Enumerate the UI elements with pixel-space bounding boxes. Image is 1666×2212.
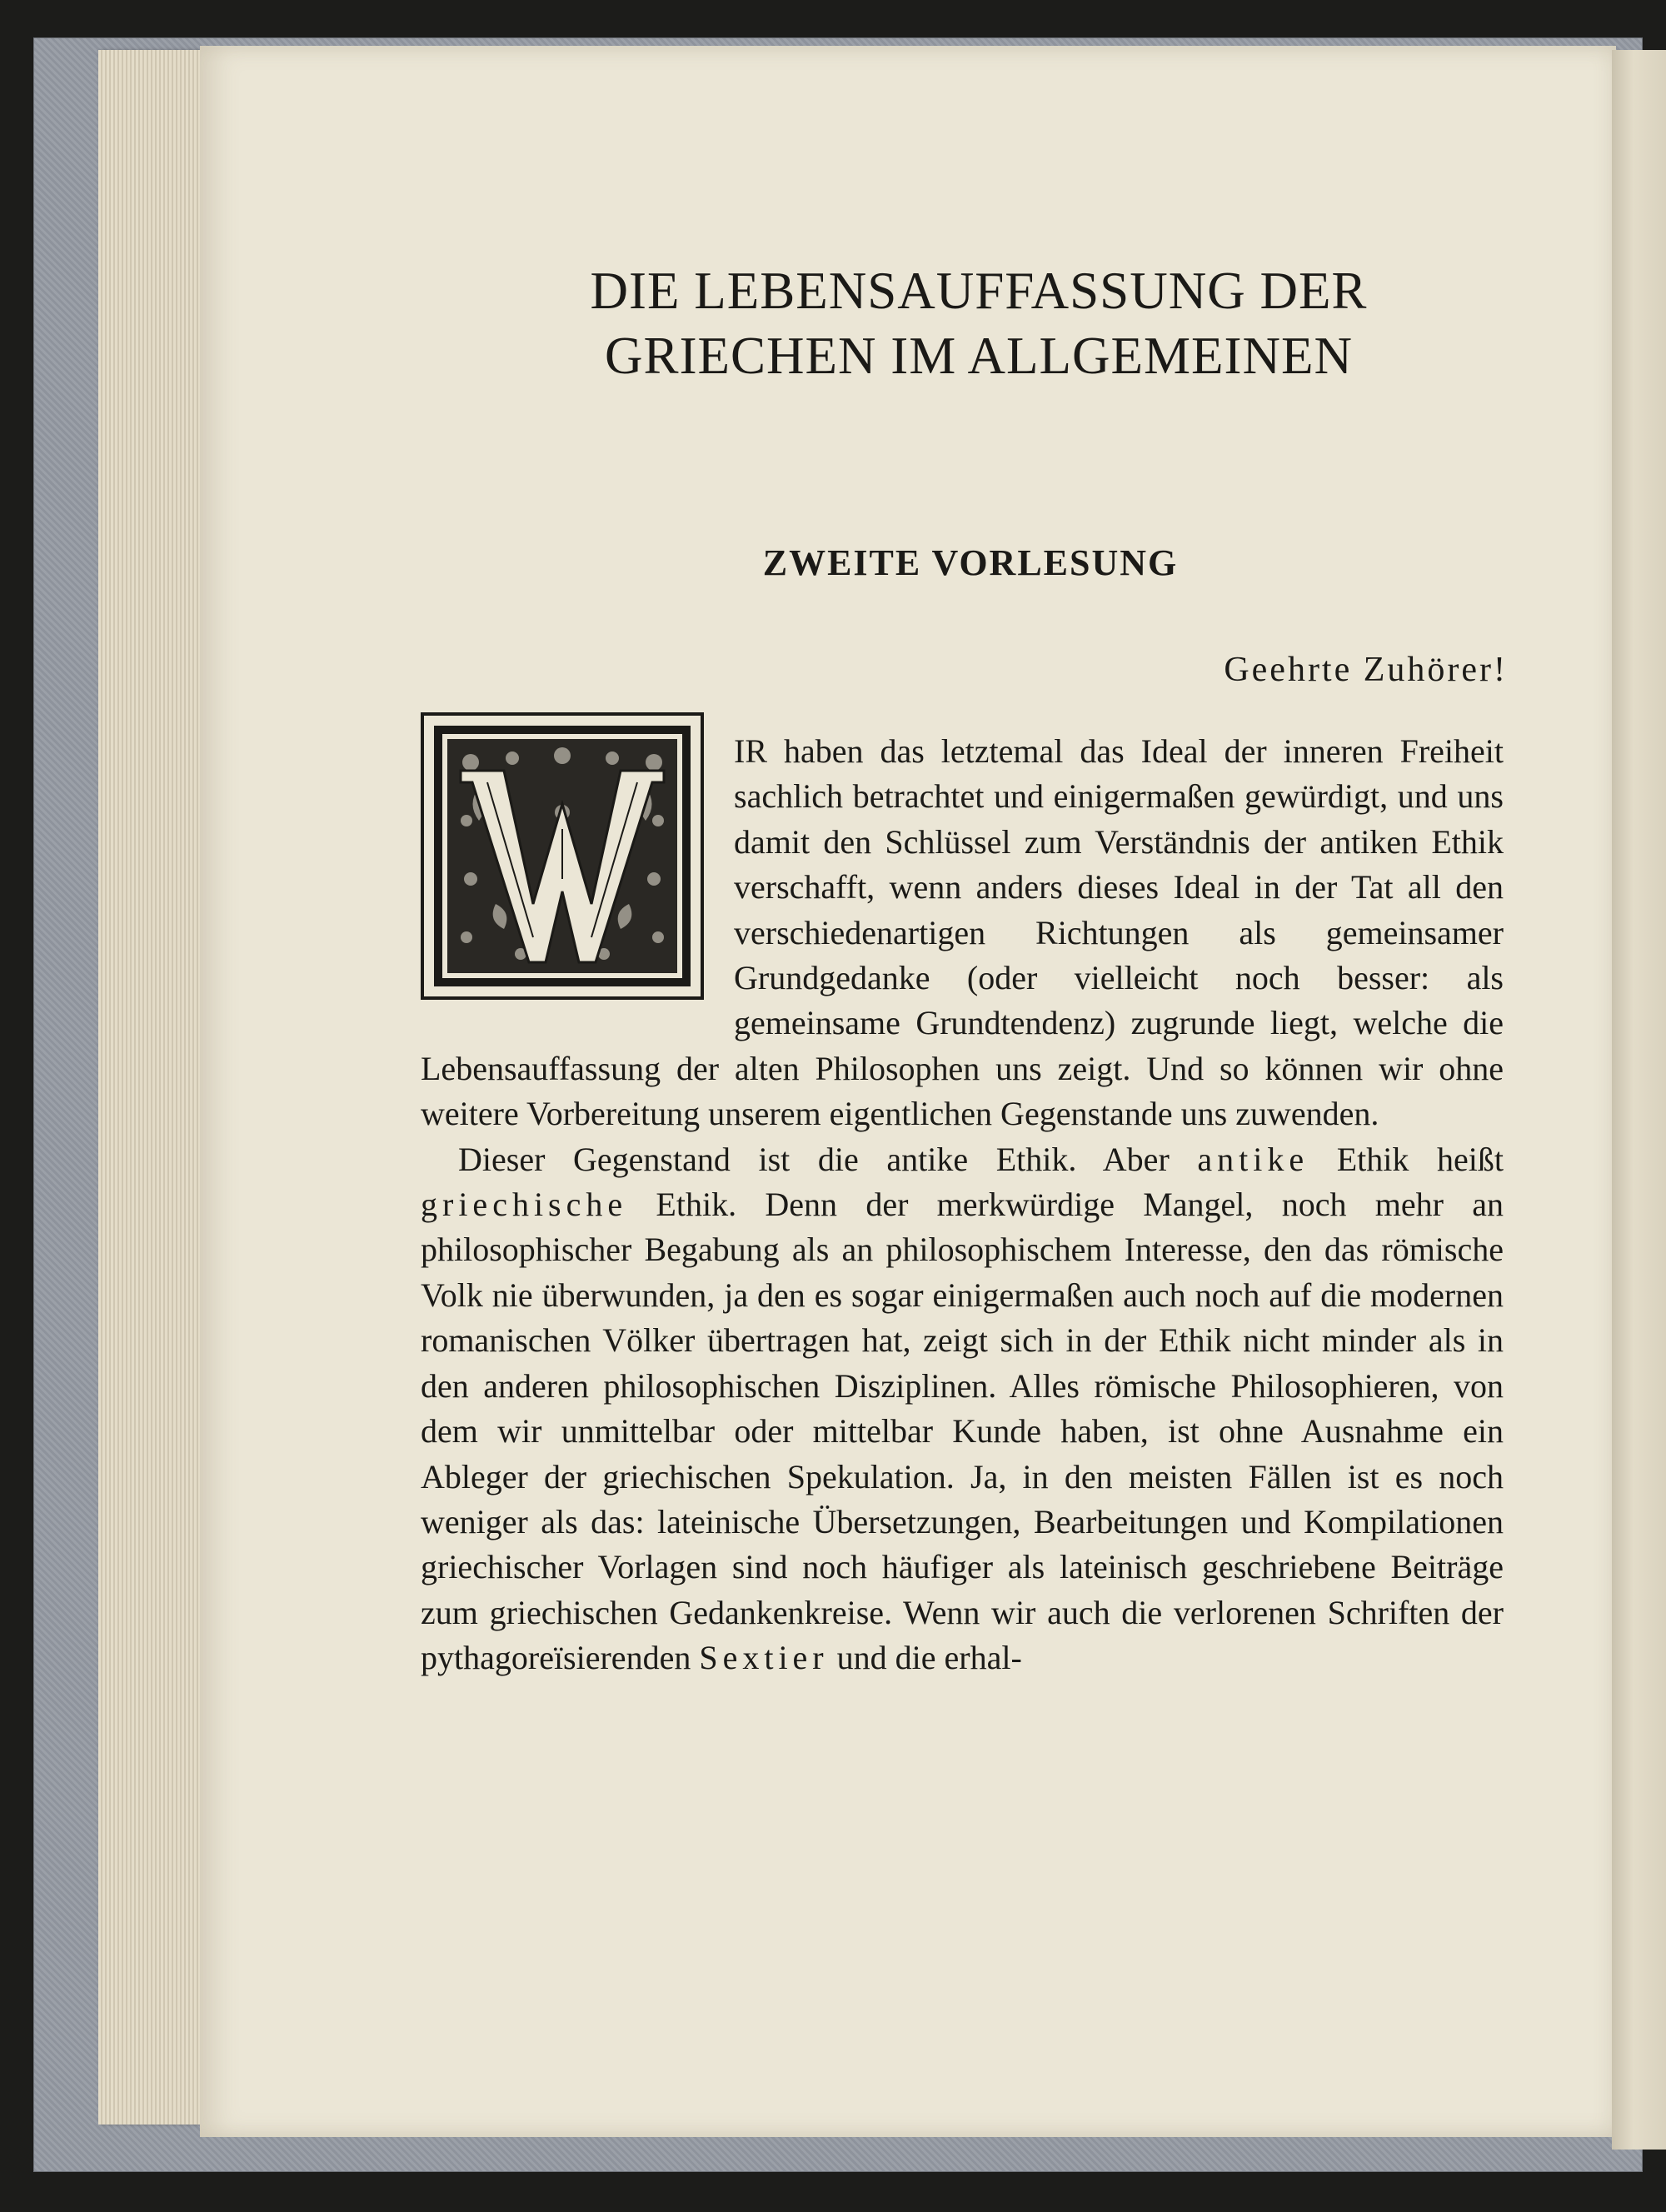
lecture-heading: ZWEITE VORLESUNG: [762, 542, 1179, 583]
paragraph-2-text-d: und die erhal-: [828, 1639, 1022, 1677]
emphasis-sextier: Sextier: [699, 1639, 829, 1677]
body-text: [421, 729, 1504, 1681]
paragraph-1: IR haben das letztemal das Ideal der inneren Freiheit sachlich betrachtet und einigermaßen gewürdigt, und uns damit den Schlüssel zum Verständnis der antiken Ethik verschafft, wenn anders dieses Ideal in der Tat all den verschiedenartigen Richtungen als gemeinsamer Grundgedanke (oder vielleicht noch besser: als gemeinsame Grundtendenz) zugrunde liegt, welche die Lebensauffassung der alten Philosophen uns zeigt. Und so können wir ohne weitere Vorbereitung unserem eigentlichen Gegenstande uns zuwenden.: [421, 732, 1504, 1133]
page-content: [421, 258, 1508, 1677]
paragraph-2-text-c: Ethik. Denn der merkwürdige Mangel, noch mehr an philosophischer Begabung als an philosophischem Interesse, den das römische Volk nie überwunden, ja den es sogar einigermaßen auch noch auf die modernen romanischen Völker übertragen hat, zeigt sich in der Ethik nicht minder als in den anderen philosophischen Disziplinen. Alles römische Philosophieren, von dem wir unmittelbar oder mittelbar Kunde haben, ist ohne Ausnahme ein Ableger der griechischen Spekulation. Ja, in den meisten Fällen ist es noch weniger als das: lateinische Übersetzungen, Bearbeitungen und Kompilationen griechischer Vorlagen sind noch häufiger als lateinisch geschriebene Beiträge zum griechischen Gedankenkreise. Wenn wir auch die verlorenen Schriften der pythagoreïsierenden: [421, 1186, 1504, 1677]
ornamental-initial-w-icon: [421, 712, 711, 1012]
paragraph-2-text-a: Dieser Gegenstand ist die antike Ethik. Aber: [458, 1140, 1198, 1178]
chapter-title: DIE LEBENSAUFFASSUNG DER GRIECHEN IM ALLGEMEINEN: [590, 262, 1368, 385]
drop-cap-ornament: [421, 712, 704, 1000]
emphasis-griechische: griechische: [421, 1186, 628, 1224]
facing-page-edge: [1612, 50, 1666, 2150]
emphasis-antike: antike: [1197, 1140, 1309, 1178]
paragraph-2: [421, 1137, 1504, 1681]
salutation: Geehrte Zuhörer!: [1224, 651, 1508, 689]
paragraph-2-text-b: Ethik heißt: [1309, 1140, 1504, 1178]
